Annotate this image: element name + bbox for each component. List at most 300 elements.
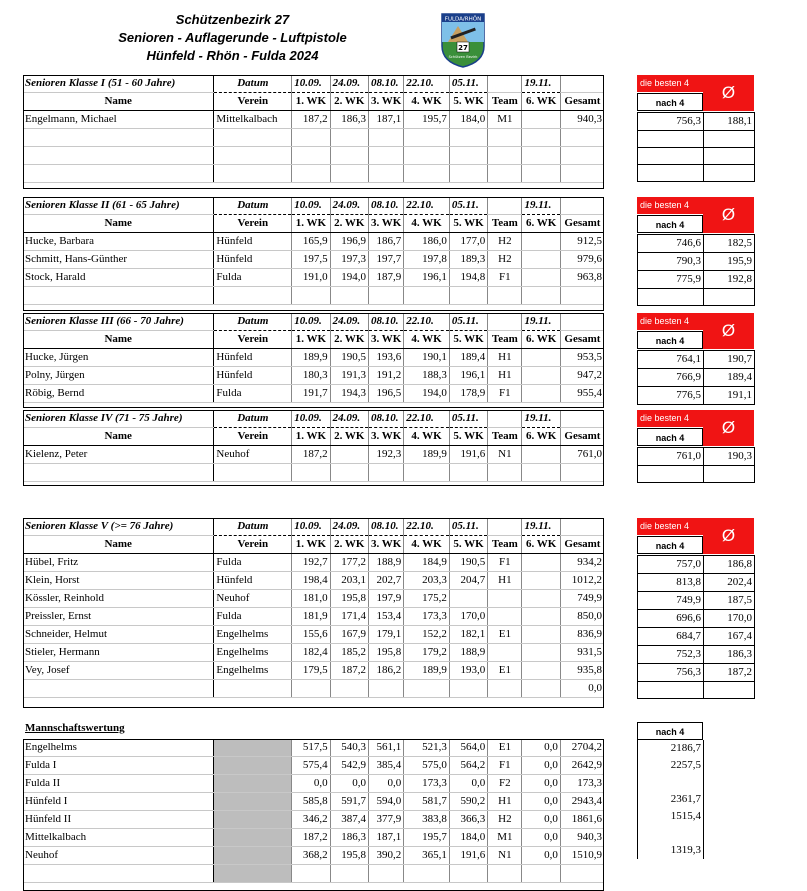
name-header: Name — [23, 93, 214, 111]
best-four-table — [637, 350, 755, 405]
total-score — [560, 464, 604, 482]
wk-score — [368, 464, 403, 482]
wk-score: 196,1 — [449, 367, 487, 385]
total-score: 2704,2 — [560, 739, 604, 757]
name-header: Name — [23, 428, 214, 446]
wk-score: 189,4 — [449, 349, 487, 367]
date-header: 19.11. — [522, 410, 560, 428]
wk-header: 3. WK — [368, 215, 403, 233]
wk-score: 366,3 — [449, 811, 487, 829]
best-four-sum: 752,3 — [638, 646, 704, 664]
wk6-score — [522, 251, 560, 269]
wk6-score — [522, 287, 560, 305]
wk-header: 1. WK — [292, 331, 330, 349]
wk-header: 5. WK — [449, 215, 487, 233]
wk-score: 189,9 — [404, 446, 450, 464]
wk-score: 184,9 — [404, 554, 450, 572]
wk-score — [292, 129, 330, 147]
date-header: 22.10. — [404, 197, 450, 215]
wk-score: 178,9 — [449, 385, 487, 403]
wk-score — [449, 865, 487, 883]
wk-score: 188,9 — [449, 644, 487, 662]
class-title: Senioren Klasse IV (71 - 75 Jahre) — [23, 410, 214, 428]
wk-score: 346,2 — [292, 811, 330, 829]
table-row — [23, 385, 604, 403]
table-row — [638, 664, 755, 682]
table-row — [638, 628, 755, 646]
average-symbol: Ø — [703, 197, 754, 233]
shooter-name: Kielenz, Peter — [23, 446, 214, 464]
date-header: 22.10. — [404, 518, 450, 536]
total-score: 931,5 — [560, 644, 604, 662]
best-four-sum — [638, 466, 704, 483]
wk-score: 192,7 — [292, 554, 330, 572]
team-code — [488, 464, 522, 482]
team-code — [488, 644, 522, 662]
table-row — [638, 113, 755, 131]
wk-score: 187,9 — [368, 269, 403, 287]
wk-score: 521,3 — [404, 739, 450, 757]
best-four-sum: 813,8 — [638, 574, 704, 592]
wk-header: 6. WK — [522, 93, 560, 111]
wk-header: 2. WK — [330, 215, 368, 233]
wk-score: 191,0 — [292, 269, 330, 287]
average-score: 191,1 — [704, 387, 755, 405]
after-four-label: nach 4 — [637, 93, 703, 111]
wk-score — [404, 464, 450, 482]
table-row — [23, 680, 604, 698]
table-row — [23, 793, 604, 811]
wk6-score: 0,0 — [522, 775, 560, 793]
shooter-name: Polny, Jürgen — [23, 367, 214, 385]
club-name: Fulda — [214, 269, 292, 287]
wk-score: 390,2 — [368, 847, 403, 865]
date-header: 08.10. — [368, 313, 403, 331]
table-row — [23, 287, 604, 305]
shooter-name: Vey, Josef — [23, 662, 214, 680]
wk6-score — [522, 644, 560, 662]
wk-score — [330, 129, 368, 147]
club-name — [214, 287, 292, 305]
wk-score: 188,3 — [404, 367, 450, 385]
best-four-sum: 756,3 — [638, 664, 704, 682]
logo-bottom-text: Schützen Bezirk — [448, 55, 478, 59]
wk-score: 191,7 — [292, 385, 330, 403]
table-row — [23, 269, 604, 287]
shooter-name — [23, 464, 214, 482]
verein-header: Verein — [214, 215, 292, 233]
table-row — [23, 811, 604, 829]
wk-score: 191,6 — [449, 847, 487, 865]
wk-score: 190,1 — [404, 349, 450, 367]
wk-score: 181,0 — [292, 590, 330, 608]
table-row — [23, 739, 604, 757]
class-title: Senioren Klasse II (61 - 65 Jahre) — [23, 197, 214, 215]
header-line-3: Hünfeld - Rhön - Fulda 2024 — [146, 48, 319, 63]
wk-score: 517,5 — [292, 739, 330, 757]
team-code: N1 — [488, 446, 522, 464]
team-name: Fulda I — [23, 757, 214, 775]
wk-header: 6. WK — [522, 536, 560, 554]
datum-header: Datum — [214, 410, 292, 428]
wk-score — [404, 287, 450, 305]
total-score: 1012,2 — [560, 572, 604, 590]
table-row — [23, 349, 604, 367]
wk-score — [330, 680, 368, 698]
table-row — [638, 574, 755, 592]
team-code: E1 — [488, 662, 522, 680]
wk6-score — [522, 349, 560, 367]
wk-score: 187,2 — [292, 111, 330, 129]
club-name — [214, 464, 292, 482]
date-header: 08.10. — [368, 197, 403, 215]
wk-score: 385,4 — [368, 757, 403, 775]
average-score: 189,4 — [704, 369, 755, 387]
wk-header: 4. WK — [404, 331, 450, 349]
wk-header: Team — [488, 93, 522, 111]
date-header: 05.11. — [449, 313, 487, 331]
average-score: 170,0 — [704, 610, 755, 628]
date-header: 19.11. — [522, 518, 560, 536]
wk6-score — [522, 464, 560, 482]
wk-score: 180,3 — [292, 367, 330, 385]
gesamt-header: Gesamt — [560, 331, 604, 349]
wk-score: 197,7 — [368, 251, 403, 269]
total-score: 1510,9 — [560, 847, 604, 865]
wk-header: 5. WK — [449, 428, 487, 446]
after-four-label: nach 4 — [637, 428, 703, 446]
team-code: N1 — [488, 847, 522, 865]
wk-score: 186,3 — [330, 829, 368, 847]
date-header: 10.09. — [292, 197, 330, 215]
shooter-name — [23, 165, 214, 183]
class-title: Senioren Klasse III (66 - 70 Jahre) — [23, 313, 214, 331]
wk-score: 177,0 — [449, 233, 487, 251]
team-best-four-sum — [638, 774, 704, 791]
wk-header: 3. WK — [368, 93, 403, 111]
date-header: 10.09. — [292, 313, 330, 331]
table-row — [638, 387, 755, 405]
club-name — [214, 147, 292, 165]
table-row — [23, 829, 604, 847]
team-after-four-label: nach 4 — [637, 722, 703, 740]
team-name: Engelhelms — [23, 739, 214, 757]
wk-score: 575,4 — [292, 757, 330, 775]
club-name — [214, 165, 292, 183]
date-header — [488, 197, 522, 215]
team-code: F1 — [488, 757, 522, 775]
wk-header: 6. WK — [522, 331, 560, 349]
wk-score — [368, 287, 403, 305]
table-row — [638, 448, 755, 466]
wk-header: 2. WK — [330, 331, 368, 349]
wk-score — [449, 287, 487, 305]
wk-score: 175,2 — [404, 590, 450, 608]
wk6-score — [522, 233, 560, 251]
average-score — [704, 682, 755, 699]
total-score: 761,0 — [560, 446, 604, 464]
team-code: F1 — [488, 554, 522, 572]
team-code — [488, 608, 522, 626]
wk-score: 196,9 — [330, 233, 368, 251]
wk-score — [292, 147, 330, 165]
table-row — [23, 251, 604, 269]
wk-score: 197,8 — [404, 251, 450, 269]
date-header: 08.10. — [368, 75, 403, 93]
table-row — [23, 865, 604, 883]
gray-cell — [214, 775, 292, 793]
table-row — [23, 626, 604, 644]
blank-header — [560, 410, 604, 428]
table-row — [23, 554, 604, 572]
wk-score: 191,3 — [330, 367, 368, 385]
wk-header: 3. WK — [368, 331, 403, 349]
team-best-four-sum: 1319,3 — [638, 842, 704, 859]
club-name: Hünfeld — [214, 367, 292, 385]
wk6-score — [522, 554, 560, 572]
wk-header: 1. WK — [292, 536, 330, 554]
class-title: Senioren Klasse V (>= 76 Jahre) — [23, 518, 214, 536]
class-table — [23, 197, 604, 305]
datum-header: Datum — [214, 313, 292, 331]
class-table — [23, 518, 604, 698]
wk6-score — [522, 446, 560, 464]
date-header: 10.09. — [292, 75, 330, 93]
team-code: H2 — [488, 251, 522, 269]
table-row — [23, 757, 604, 775]
wk6-score: 0,0 — [522, 793, 560, 811]
wk-score: 181,9 — [292, 608, 330, 626]
wk-header: 2. WK — [330, 428, 368, 446]
wk-score — [404, 165, 450, 183]
club-name: Neuhof — [214, 446, 292, 464]
wk-score — [292, 165, 330, 183]
wk6-score: 0,0 — [522, 757, 560, 775]
shooter-name: Stieler, Hermann — [23, 644, 214, 662]
wk-header: 5. WK — [449, 536, 487, 554]
wk6-score — [522, 165, 560, 183]
wk-header: 4. WK — [404, 93, 450, 111]
average-score — [704, 148, 755, 165]
date-header: 05.11. — [449, 410, 487, 428]
team-best-four-sum: 1515,4 — [638, 808, 704, 825]
date-header: 08.10. — [368, 410, 403, 428]
wk-score — [330, 446, 368, 464]
wk-score: 195,7 — [404, 111, 450, 129]
wk-score: 0,0 — [330, 775, 368, 793]
after-four-label: nach 4 — [637, 215, 703, 233]
team-name: Neuhof — [23, 847, 214, 865]
wk-score — [449, 129, 487, 147]
wk-score — [368, 680, 403, 698]
table-row — [23, 644, 604, 662]
team-table — [23, 739, 604, 883]
average-symbol: Ø — [703, 313, 754, 349]
team-code: H1 — [488, 793, 522, 811]
wk-score: 368,2 — [292, 847, 330, 865]
table-row — [23, 590, 604, 608]
wk-score: 575,0 — [404, 757, 450, 775]
wk-header: 4. WK — [404, 536, 450, 554]
team-code — [488, 680, 522, 698]
shooter-name: Kössler, Reinhold — [23, 590, 214, 608]
wk-score: 179,2 — [404, 644, 450, 662]
team-code: F1 — [488, 269, 522, 287]
gray-cell — [214, 793, 292, 811]
date-header — [488, 518, 522, 536]
wk-score — [404, 865, 450, 883]
team-name: Mittelkalbach — [23, 829, 214, 847]
wk-header: 1. WK — [292, 93, 330, 111]
table-row — [638, 592, 755, 610]
total-score: 947,2 — [560, 367, 604, 385]
table-row — [23, 165, 604, 183]
table-row — [638, 351, 755, 369]
verein-header: Verein — [214, 428, 292, 446]
logo-top-text: FULDA/RHÖN — [444, 16, 482, 23]
wk-score: 195,7 — [404, 829, 450, 847]
average-score: 167,4 — [704, 628, 755, 646]
team-best-four-sum: 2361,7 — [638, 791, 704, 808]
date-header: 08.10. — [368, 518, 403, 536]
average-score: 182,5 — [704, 235, 755, 253]
shooter-name: Hucke, Barbara — [23, 233, 214, 251]
table-row — [23, 147, 604, 165]
wk-score — [292, 464, 330, 482]
best-four-sum: 757,0 — [638, 556, 704, 574]
date-header: 19.11. — [522, 197, 560, 215]
table-row — [23, 572, 604, 590]
date-header: 24.09. — [330, 313, 368, 331]
wk-score — [292, 865, 330, 883]
gesamt-header: Gesamt — [560, 93, 604, 111]
best-four-table — [637, 447, 755, 483]
average-symbol: Ø — [703, 518, 754, 554]
date-header: 05.11. — [449, 197, 487, 215]
wk-score: 188,9 — [368, 554, 403, 572]
datum-header: Datum — [214, 75, 292, 93]
wk-score — [330, 165, 368, 183]
date-header: 10.09. — [292, 518, 330, 536]
shooter-name: Schneider, Helmut — [23, 626, 214, 644]
club-name: Fulda — [214, 385, 292, 403]
wk-header: 5. WK — [449, 93, 487, 111]
wk-header: 4. WK — [404, 428, 450, 446]
wk-score: 155,6 — [292, 626, 330, 644]
wk-header: 5. WK — [449, 331, 487, 349]
wk-score: 152,2 — [404, 626, 450, 644]
date-header: 22.10. — [404, 410, 450, 428]
wk-score — [330, 147, 368, 165]
wk-header: Team — [488, 331, 522, 349]
table-row — [638, 165, 755, 182]
club-name: Engelhelms — [214, 626, 292, 644]
wk6-score: 0,0 — [522, 811, 560, 829]
date-header: 05.11. — [449, 75, 487, 93]
table-row — [23, 464, 604, 482]
best-four-table — [637, 555, 755, 699]
shooter-name — [23, 287, 214, 305]
team-code — [488, 165, 522, 183]
wk6-score — [522, 129, 560, 147]
wk-score: 167,9 — [330, 626, 368, 644]
total-score: 2642,9 — [560, 757, 604, 775]
best-four-sum: 746,6 — [638, 235, 704, 253]
wk6-score — [522, 662, 560, 680]
wk6-score — [522, 147, 560, 165]
date-header: 19.11. — [522, 313, 560, 331]
wk-score: 153,4 — [368, 608, 403, 626]
wk-header: 6. WK — [522, 215, 560, 233]
shooter-name: Röbig, Bernd — [23, 385, 214, 403]
date-header — [488, 410, 522, 428]
best-four-sum: 766,9 — [638, 369, 704, 387]
wk-score: 190,5 — [449, 554, 487, 572]
wk-header: 2. WK — [330, 93, 368, 111]
best-four-sum: 764,1 — [638, 351, 704, 369]
club-name: Engelhelms — [214, 662, 292, 680]
average-score: 187,5 — [704, 592, 755, 610]
wk6-score — [522, 865, 560, 883]
team-code: M1 — [488, 111, 522, 129]
wk-score: 202,7 — [368, 572, 403, 590]
wk-header: Team — [488, 215, 522, 233]
table-row — [638, 148, 755, 165]
total-score: 940,3 — [560, 829, 604, 847]
table-row — [23, 129, 604, 147]
wk-score: 197,9 — [368, 590, 403, 608]
date-header: 22.10. — [404, 75, 450, 93]
wk-score — [449, 165, 487, 183]
wk-score: 186,0 — [404, 233, 450, 251]
wk-score — [368, 129, 403, 147]
shooter-name: Stock, Harald — [23, 269, 214, 287]
total-score — [560, 147, 604, 165]
table-row — [23, 847, 604, 865]
gesamt-header: Gesamt — [560, 215, 604, 233]
wk-score: 196,5 — [368, 385, 403, 403]
total-score: 1861,6 — [560, 811, 604, 829]
after-four-label: nach 4 — [637, 331, 703, 349]
club-name: Engelhelms — [214, 644, 292, 662]
wk-score: 192,3 — [368, 446, 403, 464]
blank-header — [560, 518, 604, 536]
wk-score — [330, 464, 368, 482]
average-score: 187,2 — [704, 664, 755, 682]
wk-score: 365,1 — [404, 847, 450, 865]
club-name: Hünfeld — [214, 572, 292, 590]
team-code — [488, 865, 522, 883]
team-code: E1 — [488, 626, 522, 644]
average-score — [704, 466, 755, 483]
wk-score: 194,3 — [330, 385, 368, 403]
shooter-name: Hucke, Jürgen — [23, 349, 214, 367]
wk-score: 585,8 — [292, 793, 330, 811]
team-best-four-sum: 2186,7 — [638, 740, 704, 757]
wk-score: 387,4 — [330, 811, 368, 829]
wk-score — [404, 147, 450, 165]
team-name: Fulda II — [23, 775, 214, 793]
best-four-label: die besten 4 — [637, 313, 703, 330]
average-symbol: Ø — [703, 75, 754, 111]
shooter-name — [23, 147, 214, 165]
after-four-label: nach 4 — [637, 536, 703, 554]
total-score — [560, 165, 604, 183]
header-line-1: Schützenbezirk 27 — [175, 12, 290, 27]
wk-score: 184,0 — [449, 829, 487, 847]
date-header — [488, 313, 522, 331]
best-four-table — [637, 112, 755, 182]
